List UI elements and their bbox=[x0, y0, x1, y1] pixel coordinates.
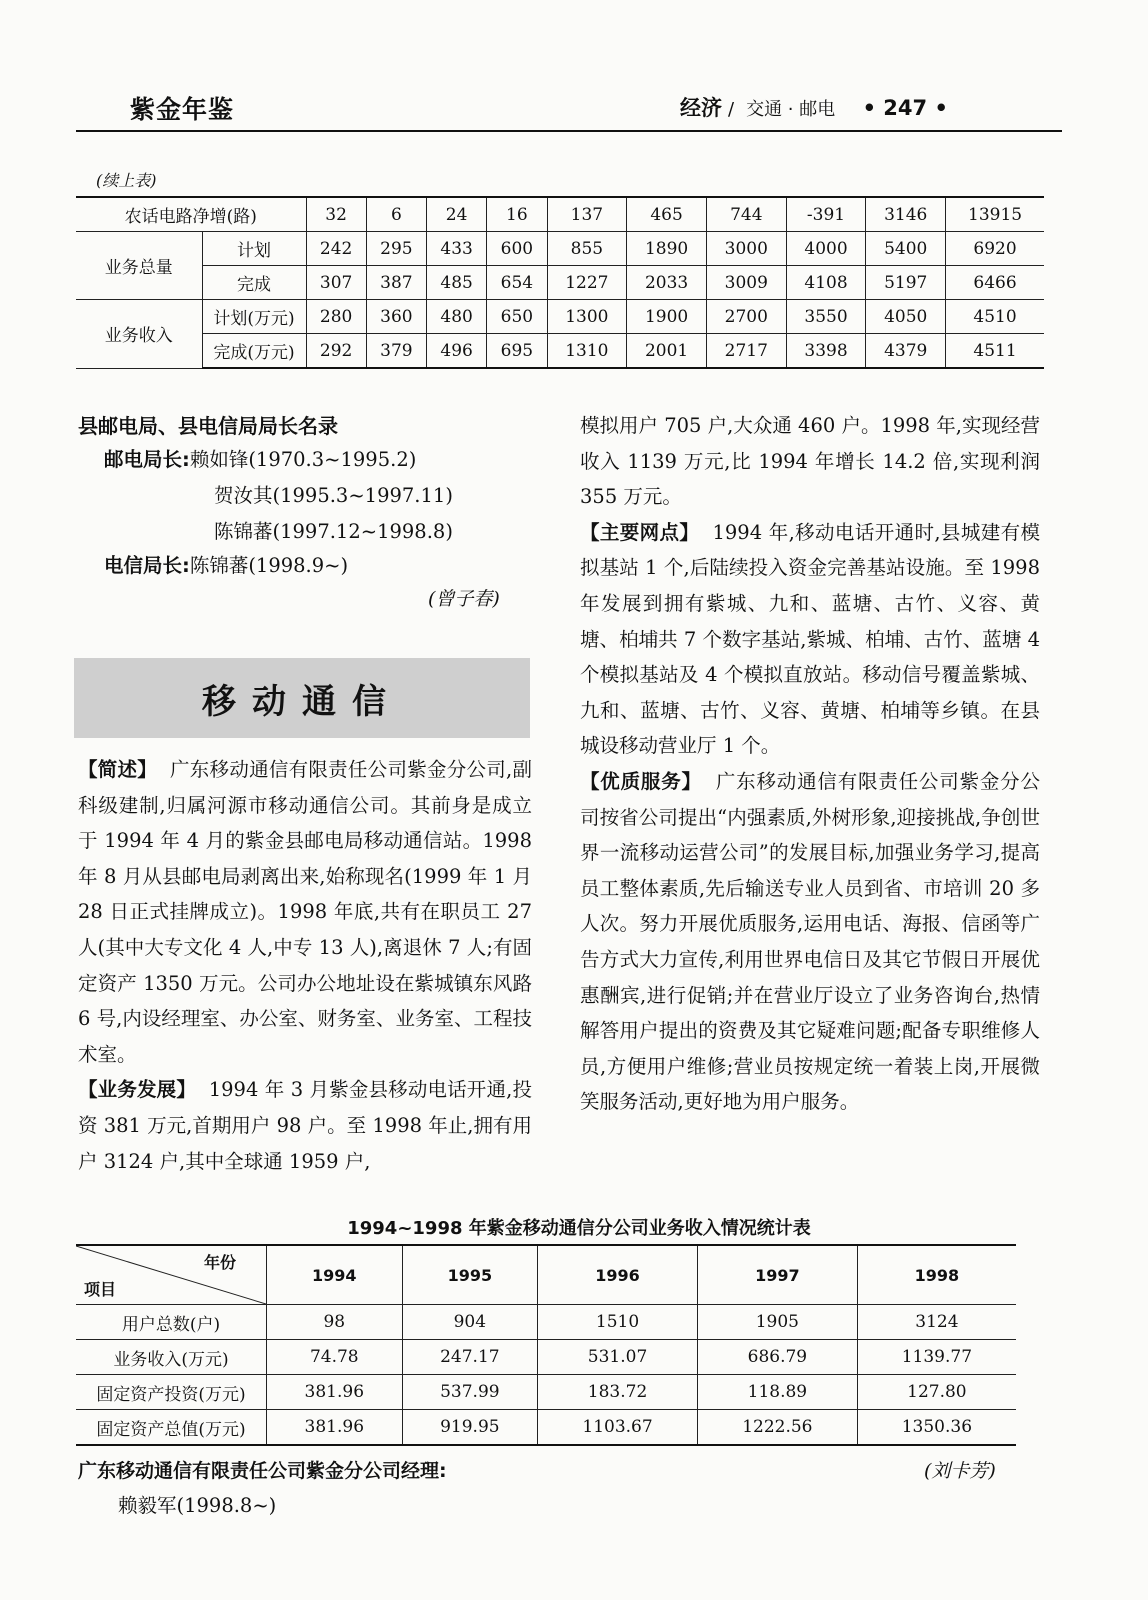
paragraph bbox=[580, 408, 1040, 515]
table-cell: 2700 bbox=[706, 300, 786, 334]
paragraph-text: 广东移动通信有限责任公司紫金分公司按省公司提出“内强素质,外树形象,迎接挑战,争创世界一流移动运营公司”的发展目标,加强业务学习,提高员工整体素质,先后输送专业人员到省、市培训 20 多人次。努力开展优质服务,运用电话、海报、信函等广告方式大力宣传,利用世界电信日及其它节假日开展优惠酬宾,进行促销;并在营业厅设立了业务咨询台,热情解答用户提出的资费及其它疑难问题;配备专职维修人员,方便用户维修;营业员按规定统一着装上岗,开展微笑服务活动,更好地为用户服务。 bbox=[580, 769, 1040, 1114]
corner-header bbox=[76, 1245, 267, 1305]
table-cell: 1103.67 bbox=[538, 1410, 698, 1446]
paragraph-text: 广东移动通信有限责任公司紫金分公司,副科级建制,归属河源市移动通信公司。其前身是成立于 1994 年 4 月的紫金县邮电局移动通信站。1998 年 8 月从县邮电局剥离出来,始称现名(1999 年 1 月 28 日正式挂牌成立)。1998 年底,共有在职员工 27 人(其中大专文化 4 人,中专 13 人),离退休 7 人;有固定资产 1350 万元。公司办公地址设在紫城镇东风路 6 号,内设经理室、办公室、财务室、业务室、工程技术室。 bbox=[78, 758, 532, 1066]
table-cell: 4050 bbox=[866, 300, 946, 334]
table-cell: 137 bbox=[547, 197, 627, 232]
table-cell: 1905 bbox=[697, 1305, 857, 1340]
table-cell: 3124 bbox=[857, 1305, 1016, 1340]
header-rule bbox=[76, 130, 1062, 132]
table-cell: 98 bbox=[267, 1305, 403, 1340]
paragraph-heading: 【简述】 bbox=[78, 758, 158, 781]
section-sub: 交通 · 邮电 bbox=[746, 99, 836, 120]
table-cell: 537.99 bbox=[402, 1375, 538, 1410]
table-cell: 686.79 bbox=[697, 1340, 857, 1375]
table-cell: 5400 bbox=[866, 232, 946, 266]
corner-year-label: 年份 bbox=[203, 1253, 236, 1272]
table-row bbox=[76, 1305, 1016, 1340]
row-label: 固定资产投资(万元) bbox=[76, 1375, 267, 1410]
director-name: 贺汝其(1995.3~1997.11) bbox=[214, 484, 453, 507]
table-cell: 379 bbox=[366, 334, 426, 369]
manager-title: 广东移动通信有限责任公司紫金分公司经理: bbox=[78, 1460, 447, 1482]
table-cell: 2033 bbox=[627, 266, 707, 300]
table-cell: 74.78 bbox=[267, 1340, 403, 1375]
row-group-label: 业务总量 bbox=[76, 232, 202, 300]
table-cell: 2717 bbox=[706, 334, 786, 369]
section-heading bbox=[680, 92, 948, 122]
post-director-line bbox=[104, 444, 416, 472]
table-cell: 118.89 bbox=[697, 1375, 857, 1410]
row-group-label: 业务收入 bbox=[76, 300, 202, 369]
table-cell: -391 bbox=[786, 197, 866, 232]
continued-note: (续上表) bbox=[96, 171, 157, 190]
right-column-body bbox=[580, 408, 1040, 1120]
row-label: 业务收入(万元) bbox=[76, 1340, 267, 1375]
table-cell: 6466 bbox=[946, 266, 1044, 300]
author-credit: (曾子春) bbox=[428, 588, 500, 610]
paragraph-text: 1994 年,移动电话开通时,县城建有模拟基站 1 个,后陆续投入资金完善基站设施。至 1998 年发展到拥有紫城、九和、蓝塘、古竹、义容、黄塘、柏埔共 7 个数字基站,紫城、柏埔、古竹、蓝塘 4 个模拟基站及 4 个模拟直放站。移动信号覆盖紫城、九和、蓝塘、古竹、义容、黄塘、柏埔等乡镇。在县城设移动营业厅 1 个。 bbox=[580, 520, 1040, 758]
section-name: 经济 bbox=[680, 96, 722, 120]
row-label: 用户总数(户) bbox=[76, 1305, 267, 1340]
table-cell: 4510 bbox=[946, 300, 1044, 334]
section-banner-title: 移动通信 bbox=[202, 681, 402, 722]
table-cell: 465 bbox=[627, 197, 707, 232]
row-label: 完成 bbox=[202, 266, 306, 300]
year-header: 1995 bbox=[402, 1245, 538, 1305]
table-cell: 292 bbox=[306, 334, 366, 369]
table-cell: 307 bbox=[306, 266, 366, 300]
table-cell: 32 bbox=[306, 197, 366, 232]
row-label: 固定资产总值(万元) bbox=[76, 1410, 267, 1446]
table-cell: 381.96 bbox=[267, 1410, 403, 1446]
table-row bbox=[76, 197, 1044, 232]
table-cell: 3550 bbox=[786, 300, 866, 334]
table-cell: 381.96 bbox=[267, 1375, 403, 1410]
table-cell: 4379 bbox=[866, 334, 946, 369]
table-cell: 1227 bbox=[547, 266, 627, 300]
year-header: 1998 bbox=[857, 1245, 1016, 1305]
table-cell: 3000 bbox=[706, 232, 786, 266]
table-cell: 4000 bbox=[786, 232, 866, 266]
table-row bbox=[76, 1410, 1016, 1446]
table-cell: 3009 bbox=[706, 266, 786, 300]
table-cell: 855 bbox=[547, 232, 627, 266]
row-label: 计划(万元) bbox=[202, 300, 306, 334]
table-cell: 127.80 bbox=[857, 1375, 1016, 1410]
stats-table bbox=[76, 1244, 1016, 1446]
table-cell: 295 bbox=[366, 232, 426, 266]
table-cell: 387 bbox=[366, 266, 426, 300]
row-label: 农话电路净增(路) bbox=[76, 197, 306, 232]
author-credit: (刘卡芳) bbox=[924, 1460, 996, 1482]
table-row bbox=[76, 1340, 1016, 1375]
table-cell: 2001 bbox=[627, 334, 707, 369]
table-cell: 247.17 bbox=[402, 1340, 538, 1375]
table-cell: 5197 bbox=[866, 266, 946, 300]
table-cell: 919.95 bbox=[402, 1410, 538, 1446]
page-number: • 247 • bbox=[862, 96, 948, 120]
tele-director-label: 电信局长: bbox=[104, 554, 190, 577]
table-cell: 1900 bbox=[627, 300, 707, 334]
table-cell: 1350.36 bbox=[857, 1410, 1016, 1446]
year-header: 1994 bbox=[267, 1245, 403, 1305]
year-header: 1997 bbox=[697, 1245, 857, 1305]
section-slash: / bbox=[728, 99, 735, 120]
table-cell: 904 bbox=[402, 1305, 538, 1340]
table-cell: 1310 bbox=[547, 334, 627, 369]
director-name: 赖如锋(1970.3~1995.2) bbox=[189, 448, 417, 471]
paragraph-heading: 【优质服务】 bbox=[580, 769, 702, 793]
director-name: 陈锦蕃(1997.12~1998.8) bbox=[214, 520, 453, 543]
continued-table bbox=[76, 196, 1044, 369]
paragraph-text: 1994 年 3 月紫金县移动电话开通,投资 381 万元,首期用户 98 户。至 1998 年止,拥有用户 3124 户,其中全球通 1959 户, bbox=[78, 1078, 532, 1173]
paragraph-text: 模拟用户 705 户,大众通 460 户。1998 年,实现经营收入 1139 万元,比 1994 年增长 14.2 倍,实现利润 355 万元。 bbox=[580, 414, 1040, 509]
table-cell: 496 bbox=[427, 334, 487, 369]
table-cell: 433 bbox=[427, 232, 487, 266]
corner-item-label: 项目 bbox=[84, 1280, 117, 1299]
table-cell: 654 bbox=[487, 266, 547, 300]
table-row bbox=[76, 300, 1044, 334]
table-cell: 1890 bbox=[627, 232, 707, 266]
table-cell: 1139.77 bbox=[857, 1340, 1016, 1375]
table-cell: 4511 bbox=[946, 334, 1044, 369]
directors-title: 县邮电局、县电信局局长名录 bbox=[78, 414, 338, 438]
paragraph bbox=[78, 1072, 532, 1179]
left-column-body bbox=[78, 752, 532, 1179]
table-cell: 24 bbox=[427, 197, 487, 232]
table-cell: 3146 bbox=[866, 197, 946, 232]
manager-name: 赖毅军(1998.8~) bbox=[118, 1494, 277, 1517]
paragraph bbox=[78, 752, 532, 1072]
table-cell: 600 bbox=[487, 232, 547, 266]
table-cell: 360 bbox=[366, 300, 426, 334]
table-cell: 695 bbox=[487, 334, 547, 369]
table-cell: 744 bbox=[706, 197, 786, 232]
table-cell: 650 bbox=[487, 300, 547, 334]
table-cell: 242 bbox=[306, 232, 366, 266]
table-row bbox=[76, 232, 1044, 266]
table-cell: 1222.56 bbox=[697, 1410, 857, 1446]
table-cell: 6 bbox=[366, 197, 426, 232]
table-cell: 531.07 bbox=[538, 1340, 698, 1375]
post-director-label: 邮电局长: bbox=[104, 448, 190, 471]
table-row bbox=[76, 334, 1044, 369]
table-cell: 3398 bbox=[786, 334, 866, 369]
paragraph bbox=[580, 515, 1040, 764]
yearbook-title: 紫金年鉴 bbox=[130, 95, 235, 124]
paragraph bbox=[580, 764, 1040, 1120]
director-name: 陈锦蕃(1998.9~) bbox=[189, 554, 349, 577]
table-cell: 6920 bbox=[946, 232, 1044, 266]
table-cell: 16 bbox=[487, 197, 547, 232]
section-banner bbox=[74, 658, 530, 738]
table-row bbox=[76, 1375, 1016, 1410]
row-label: 完成(万元) bbox=[202, 334, 306, 369]
row-label: 计划 bbox=[202, 232, 306, 266]
paragraph-heading: 【主要网点】 bbox=[580, 520, 700, 544]
table-cell: 480 bbox=[427, 300, 487, 334]
stats-table-title: 1994~1998 年紫金移动通信分公司业务收入情况统计表 bbox=[347, 1218, 811, 1239]
table-cell: 485 bbox=[427, 266, 487, 300]
paragraph-heading: 【业务发展】 bbox=[78, 1078, 196, 1102]
table-cell: 280 bbox=[306, 300, 366, 334]
tele-director-line bbox=[104, 550, 348, 578]
table-cell: 1300 bbox=[547, 300, 627, 334]
table-row bbox=[76, 266, 1044, 300]
table-cell: 183.72 bbox=[538, 1375, 698, 1410]
table-header-row bbox=[76, 1245, 1016, 1305]
table-cell: 13915 bbox=[946, 197, 1044, 232]
year-header: 1996 bbox=[538, 1245, 698, 1305]
table-cell: 1510 bbox=[538, 1305, 698, 1340]
table-cell: 4108 bbox=[786, 266, 866, 300]
